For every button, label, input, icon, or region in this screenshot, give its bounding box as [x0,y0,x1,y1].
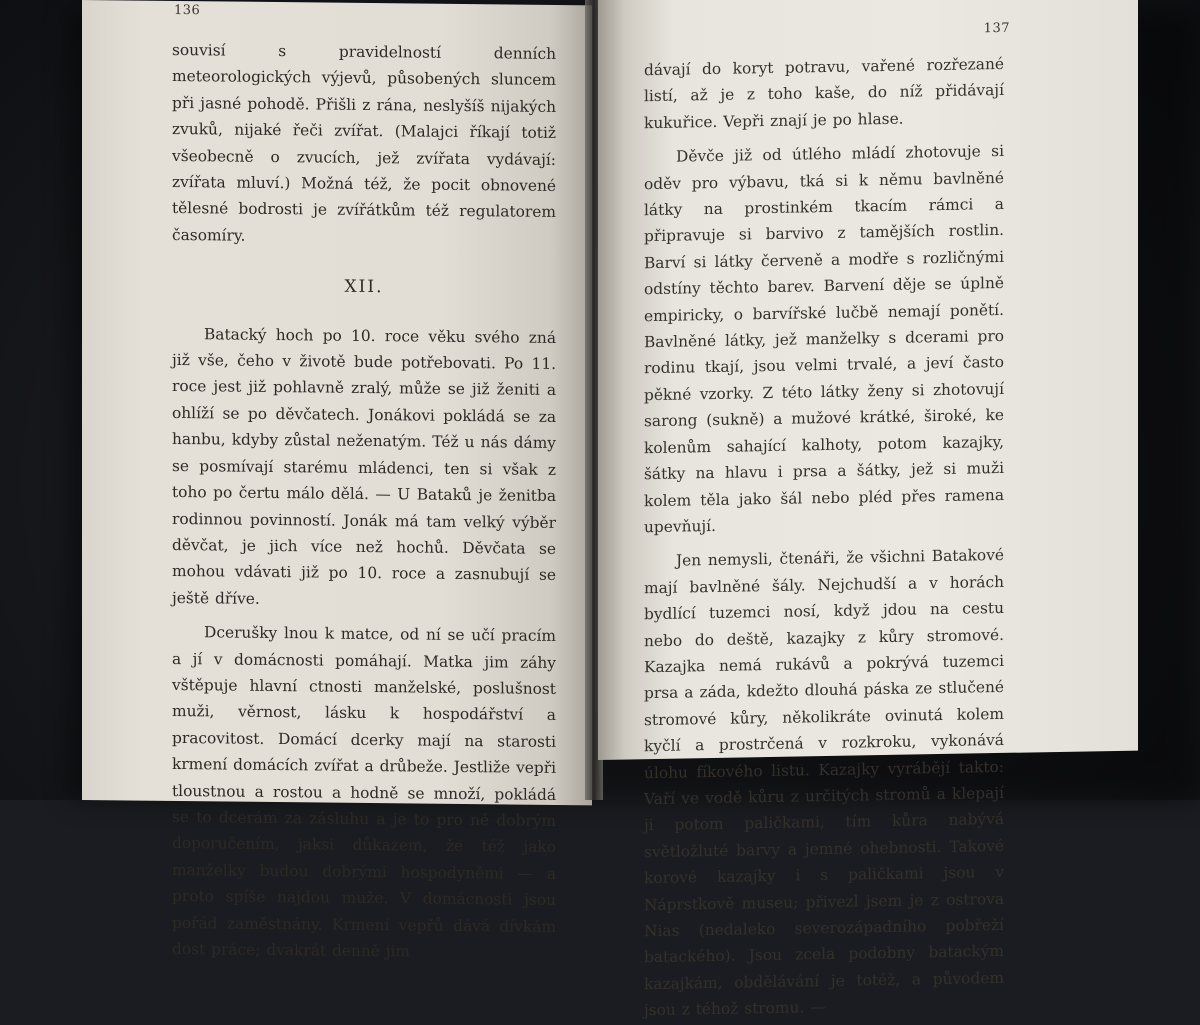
right-paragraph-1: Děvče již od útlého mládí zhotovuje si oděv pro výbavu, tká si k němu bavlněné látky na prostinkém tkacím rámci a připravuje si barvivo z tamějších rostlin. Barví si látky červeně a modře s rozličnými odstíny těchto barev. Barvení děje se úplně empiricky, o barvířské lučbě nemají ponětí. Bavlněné látky, jež manželky s dcerami pro rodinu tkají, jsou velmi trvalé, a jeví často pěkné vzorky. Z této látky ženy si zhotovují sarong (sukně) a mužové krátké, široké, ke kolenům sahající kalhoty, potom kazajky, šátky na hlavu i prsa a šátky, jež si muži kolem těla jako šál nebo pléd přes ramena upevňují. [644,142,1004,537]
right-continuation: dávají do koryt potravu, vařené rozřezané listí, až je z toho kaše, do níž přidávají kukuřice. Vepři znají je po hlase. [644,54,1004,133]
right-page-number: 137 [983,20,1010,37]
chapter-heading: XII. [344,276,384,298]
left-page [82,0,592,961]
left-page-text [172,37,556,966]
left-paragraph-1: Batacký hoch po 10. roce věku svého zná již vše, čeho v životě bude potřebovati. Po 11. roce jest již pohlavně zralý, může se již ženiti a ohlíží se po děvčatech. Jonákovi pokládá se za hanbu, kdyby zůstal neženatým. Též u nás dámy se posmívají starému mládenci, ten si však z toho po čertu málo dělá. — U Bataků je ženitba rodinnou povinností. Jonák má tam velký výběr děvčat, je jich více než hochů. Děvčata se mohou vdávati již po 10. roce a zasnubují se ještě dříve. [172,324,556,608]
right-page-text [644,51,1004,1024]
right-page [598,0,1138,1020]
left-intro-paragraph: souvisí s pravidelností denních meteorologických výjevů, působených sluncem při jasné pohodě. Přišli z rána, neslyšíš nijakých zvuků, nijaké řeči zvířat. (Malajci říkají totiž všeobecně o zvucích, jež zvířata vydávají: zvířata mluví.) Možná též, že pocit obnovené tělesné bodrosti je zvířátkům též regulatorem časomíry. [172,40,556,245]
left-paragraph-2: Dcerušky lnou k matce, od ní se učí pracím a jí v domácnosti pomáhají. Matka jim záhy vštěpuje hlavní ctnosti manželské, poslušnost muži, věrnost, lásku k hospodářství a pracovitost. Domácí dcerky mají na starosti krmení domácích zvířat a drůbeže. Jestliže vepři tloustnou a rostou a hodně se množí, pokládá se to dcerám za zásluhu a je to pro ně dobrým doporučením, jaksi důkazem, že též jako manželky budou dobrými hospodyněmi — a proto spíše najdou muže. V domácnosti jsou pořád zaměstnány. Krmení vepřů dává dívkám dost práce; dvakrát denně jim [172,623,556,961]
left-page-number: 136 [174,2,201,19]
right-paragraph-2: Jen nemysli, čtenáři, že všichni Batakové mají bavlněné šály. Nejchudší a v horách bydlící tuzemci nosí, když jdou na cestu nebo do deště, kazajky z kůry stromové. Kazajka nemá rukávů a pokrývá tuzemci prsa a záda, kdežto dlouhá páska ze stlučené stromové kůry, několikráte ovinutá kolem kyčlí a prostrčená v rozkroku, vykonává úlohu fíkového listu. Kazajky vyrábějí takto: Vaří ve vodě kůru z určitých stromů a klepají ji potom paličkami, tím kůra nabývá světložluté barvy a jemné ohebnosti. Takové korové kazajky i s paličkami jsou v Náprstkově museu; přivezl jsem je z ostrova Nias (nedaleko severozápadního pobřeží batackého). Jsou zcela podobny batackým kazajkám, obdělávání je totéž, a původem jsou z téhož stromu. — [644,546,1004,1020]
